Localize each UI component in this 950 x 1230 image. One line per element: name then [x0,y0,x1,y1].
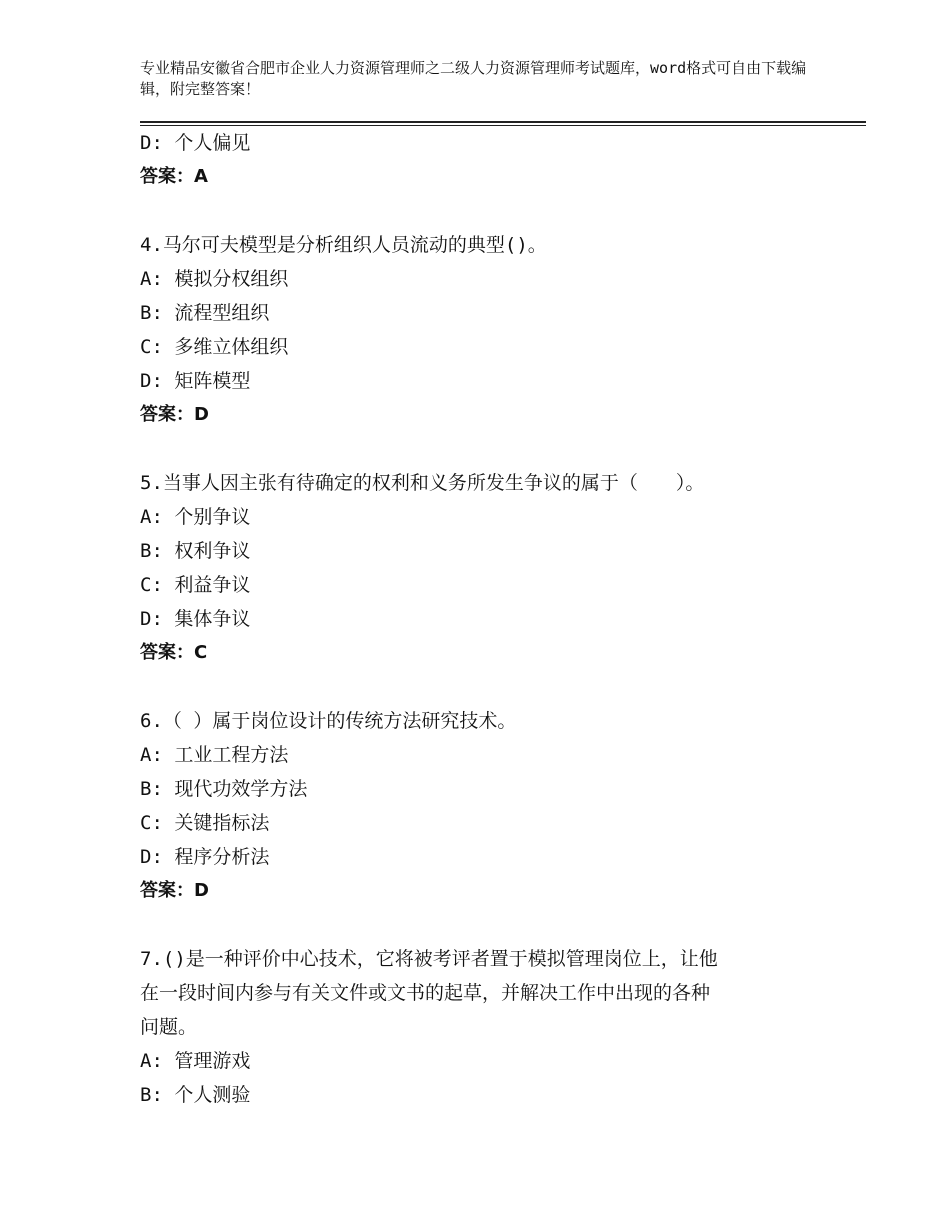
q5-option-d: D: 集体争议 [140,608,251,630]
q6-answer: 答案：D [140,880,209,901]
q7-stem-line-3: 问题。 [140,1016,198,1038]
q4-option-a: A: 模拟分权组织 [140,268,289,290]
q4-answer: 答案：D [140,404,209,425]
q7-stem-line-1: 7.()是一种评价中心技术，它将被考评者置于模拟管理岗位上，让他 [140,948,718,970]
q5-option-c: C: 利益争议 [140,574,251,596]
q4-option-c: C: 多维立体组织 [140,336,289,358]
header-divider-thick [140,121,866,123]
q6-option-d: D: 程序分析法 [140,846,270,868]
q7-option-b: B: 个人测验 [140,1084,251,1106]
question-list [140,126,840,1112]
q5-option-a: A: 个别争议 [140,506,251,528]
q3-option-d: D: 个人偏见 [140,132,251,154]
q6-option-a: A: 工业工程方法 [140,744,289,766]
q4-option-b: B: 流程型组织 [140,302,270,324]
q4-stem: 4.马尔可夫模型是分析组织人员流动的典型()。 [140,234,547,256]
q5-answer: 答案：C [140,642,208,663]
q5-option-b: B: 权利争议 [140,540,251,562]
q7-stem-line-2: 在一段时间内参与有关文件或文书的起草，并解决工作中出现的各种 [140,982,711,1004]
q5-stem: 5.当事人因主张有待确定的权利和义务所发生争议的属于（ ）。 [140,472,705,494]
document-header: 专业精品安徽省合肥市企业人力资源管理师之二级人力资源管理师考试题库，word格式可自由下载编辑，附完整答案！ [140,59,807,98]
q7-option-a: A: 管理游戏 [140,1050,251,1072]
q6-option-b: B: 现代功效学方法 [140,778,308,800]
q3-answer: 答案：A [140,166,208,187]
q4-option-d: D: 矩阵模型 [140,370,251,392]
q6-option-c: C: 关键指标法 [140,812,270,834]
q6-stem: 6.（ ）属于岗位设计的传统方法研究技术。 [140,710,517,732]
